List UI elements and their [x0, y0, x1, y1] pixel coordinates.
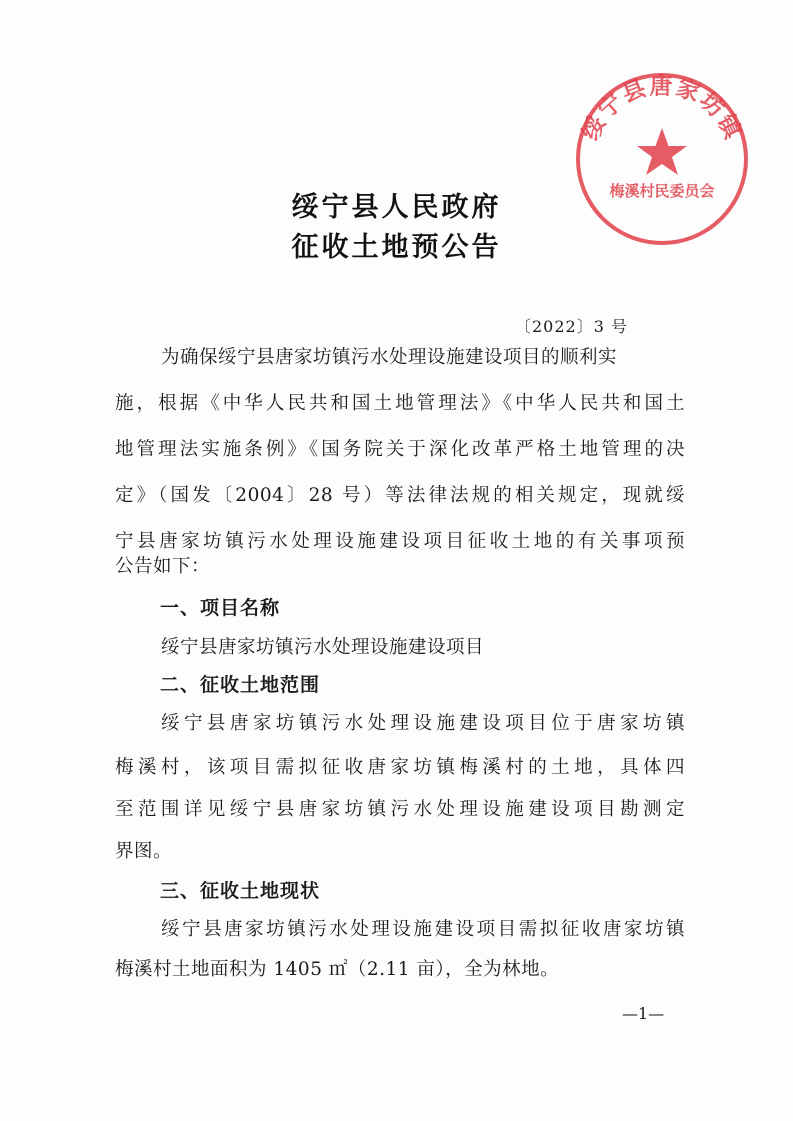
intro-line: 为确保绥宁县唐家坊镇污水处理设施建设项目的顺利实 [161, 347, 618, 368]
seal-bottom-text: 梅溪村民委员会 [609, 182, 715, 200]
seal-ring-text: 绥宁县唐家坊镇 [577, 73, 747, 145]
page-number: —1— [622, 1004, 665, 1023]
section2-line: 梅溪村，该项目需拟征收唐家坊镇梅溪村的土地，具体四 [115, 757, 685, 778]
section1-line: 绥宁县唐家坊镇污水处理设施建设项目 [161, 637, 485, 658]
section-heading-land-scope: 二、征收土地范围 [160, 674, 321, 696]
section2-line: 至范围详见绥宁县唐家坊镇污水处理设施建设项目勘测定 [115, 799, 685, 820]
document-title-line2: 征收土地预公告 [291, 232, 502, 263]
intro-line: 地管理法实施条例》《国务院关于深化改革严格土地管理的决 [115, 439, 685, 460]
seal-star-icon [637, 128, 687, 175]
section3-line: 梅溪村土地面积为 1405 ㎡（2.11 亩），全为林地。 [115, 959, 560, 980]
intro-line: 宁县唐家坊镇污水处理设施建设项目征收土地的有关事项预 [115, 531, 685, 552]
intro-line: 公告如下： [115, 556, 211, 577]
section2-line: 界图。 [115, 841, 173, 862]
document-number: 〔2022〕3 号 [515, 317, 628, 336]
intro-line: 定》（国发〔2004〕28 号）等法律法规的相关规定，现就绥 [115, 485, 685, 506]
section-heading-project-name: 一、项目名称 [160, 597, 281, 619]
section-heading-land-status: 三、征收土地现状 [160, 880, 321, 902]
section3-line: 绥宁县唐家坊镇污水处理设施建设项目需拟征收唐家坊镇 [161, 919, 685, 940]
document-title-line1: 绥宁县人民政府 [291, 192, 502, 223]
intro-line: 施，根据《中华人民共和国土地管理法》《中华人民共和国土 [115, 393, 685, 414]
section2-line: 绥宁县唐家坊镇污水处理设施建设项目位于唐家坊镇 [161, 713, 685, 734]
